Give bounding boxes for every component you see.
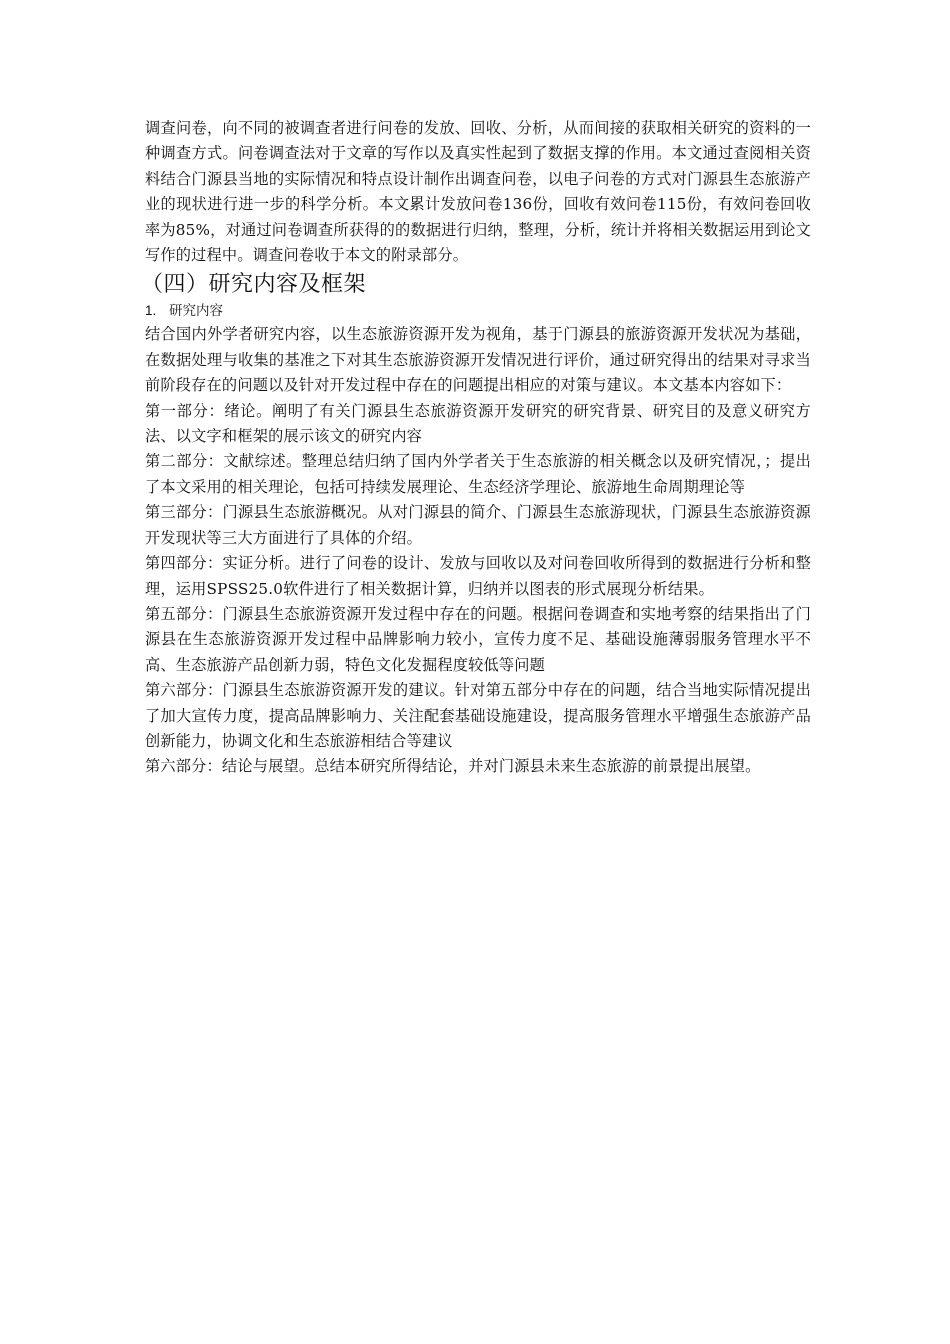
subsection-title: 研究内容 bbox=[169, 303, 223, 319]
part-two-paragraph: 第二部分：文献综述。整理总结归纳了国内外学者关于生态旅游的相关概念以及研究情况，；提出了本文采用的相关理论，包括可持续发展理论、生态经济学理论、旅游地生命周期理论等 bbox=[145, 452, 811, 496]
intro-paragraph: 调查问卷，向不同的被调查者进行问卷的发放、回收、分析，从而间接的获取相关研究的资料的一种调查方式。问卷调查法对于文章的写作以及真实性起到了数据支撑的作用。本文通过查阅相关资料结合门源县当地的实际情况和特点设计制作出调查问卷，以电子问卷的方式对门源县生态旅游产业的现状进行进一步的科学分析。本文累计发放问卷136份，回收有效问卷115份，有效问卷回收率为85%，对通过问卷调查所获得的的数据进行归纳，整理，分析，统计并将相关数据运用到论文写作的过程中。调查问卷收于本文的附录部分。 bbox=[145, 119, 811, 265]
section-heading: （四）研究内容及框架 bbox=[141, 272, 367, 298]
subsection-number: 1. bbox=[145, 303, 157, 319]
part-one-paragraph: 第一部分：绪论。阐明了有关门源县生态旅游资源开发研究的研究背景、研究目的及意义研究方法、以文字和框架的展示该文的研究内容 bbox=[145, 401, 811, 446]
part-three-paragraph: 第三部分：门源县生态旅游概况。从对门源县的简介、门源县生态旅游现状，门源县生态旅游资源开发现状等三大方面进行了具体的介绍。 bbox=[145, 503, 811, 547]
conclusion-paragraph: 第六部分：结论与展望。总结本研究所得结论，并对门源县未来生态旅游的前景提出展望。 bbox=[145, 757, 761, 776]
research-content-paragraph: 结合国内外学者研究内容，以生态旅游资源开发为视角，基于门源县的旅游资源开发状况为基础，在数据处理与收集的基准之下对其生态旅游资源开发情况进行评价，通过研究得出的结果对寻求当前阶段存在的问题以及针对开发过程中存在的问题提出相应的对策与建议。本文基本内容如下： bbox=[145, 325, 811, 395]
page-content bbox=[141, 116, 811, 780]
subsection-heading bbox=[145, 300, 811, 322]
part-four-paragraph: 第四部分：实证分析。进行了问卷的设计、发放与回收以及对问卷回收所得到的数据进行分析和整理，运用SPSS25.0软件进行了相关数据计算，归纳并以图表的形式展现分析结果。 bbox=[145, 554, 811, 598]
part-five-paragraph: 第五部分：门源县生态旅游资源开发过程中存在的问题。根据问卷调查和实地考察的结果指出了门源县在生态旅游资源开发过程中品牌影响力较小，宣传力度不足、基础设施薄弱服务管理水平不高、生态旅游产品创新力弱，特色文化发掘程度较低等问题 bbox=[145, 604, 811, 674]
part-six-paragraph: 第六部分：门源县生态旅游资源开发的建议。针对第五部分中存在的问题，结合当地实际情况提出了加大宣传力度，提高品牌影响力、关注配套基础设施建设，提高服务管理水平增强生态旅游产品创新能力，协调文化和生态旅游相结合等建议 bbox=[145, 681, 811, 750]
